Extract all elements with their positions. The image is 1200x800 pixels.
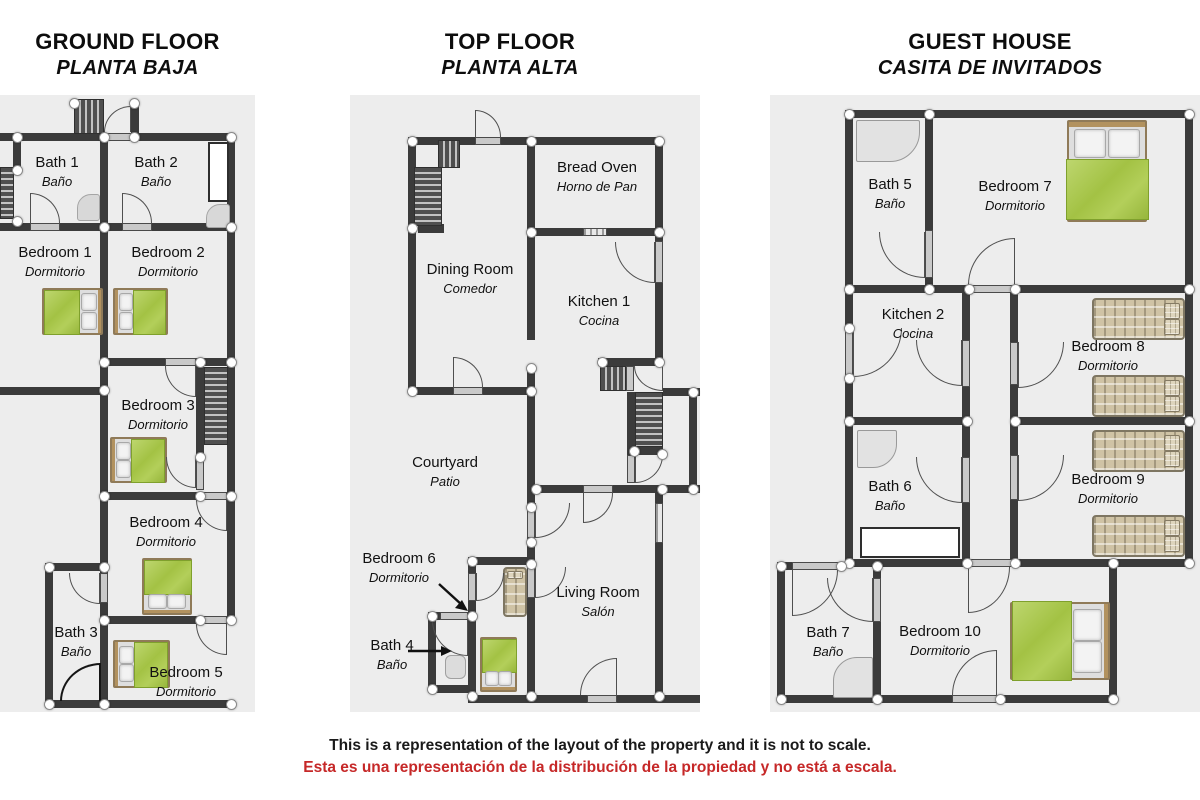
wall-node [1010,558,1021,569]
wall-node [526,386,537,397]
wall-node [44,562,55,573]
door-sill [962,457,970,503]
wall [1109,567,1117,703]
room-label-bath1 [12,153,102,191]
door-arc [475,110,501,137]
disclaimer-en: This is a representation of the layout of the property and it is not to scale. [329,737,871,754]
wall-node [99,699,110,710]
wall-node [407,386,418,397]
door-arc [879,232,925,278]
wall-node [962,558,973,569]
stairs [635,392,663,447]
room-label-courtyard [383,453,507,491]
shower [833,657,873,698]
room-name-es: Salón [581,604,615,619]
single-bed [1092,515,1185,557]
wall [689,388,697,493]
room-name-en: Bedroom 2 [131,244,205,261]
single-bed [503,567,527,617]
room-label-bedroom10 [878,622,1002,660]
door-sill [122,223,152,231]
room-name-es: Comedor [443,281,497,296]
wall [527,392,535,485]
wall-node [597,357,608,368]
wall-node [226,132,237,143]
room-name-es: Dormitorio [910,643,970,658]
shower [857,430,897,468]
wall [527,137,535,228]
wall [468,557,535,565]
room-label-bath2 [110,153,202,191]
room-name-es: Baño [874,196,906,211]
shower [856,120,920,162]
title-en: GROUND FLOOR [35,29,220,54]
stairs [438,140,460,168]
room-name-es: Dormitorio [128,417,188,432]
wall-node [964,284,975,295]
room-label-breadoven [535,158,659,196]
title-es: CASITA DE INVITADOS [877,57,1103,79]
room-name-es: Horno de Pan [556,179,638,194]
room-name-es: Cocina [578,313,620,328]
room-name-en: Bedroom 3 [121,397,195,414]
room-label-bedroom1 [0,243,110,281]
room-label-bath6 [848,477,932,515]
door-arc [30,193,60,223]
door-sill [453,387,483,395]
door-sill [527,567,535,598]
wall-node [1184,284,1195,295]
ground-floor-title [0,29,255,81]
wall-node [467,691,478,702]
wall-node [129,98,140,109]
wall-node [924,109,935,120]
wall [845,285,968,293]
door-sill [30,223,60,231]
wall [1185,110,1193,567]
wall [0,387,108,395]
wall [627,392,635,450]
wall-node [99,357,110,368]
room-label-bath3 [45,623,107,661]
door-sill [873,578,881,622]
room-name-es: Cocina [892,326,934,341]
room-name-es: Dormitorio [369,570,429,585]
door-sill [583,485,613,493]
wall-node [407,223,418,234]
room-name-en: Bath 1 [35,154,79,171]
room-label-bedroom4 [105,513,227,551]
room-label-bath7 [786,623,870,661]
wall-node [1184,558,1195,569]
bathtub [208,142,229,202]
wall [501,137,658,145]
wall [655,543,663,703]
wall-node [226,615,237,626]
room-name-es: Dormitorio [136,534,196,549]
door-arc [196,624,227,655]
wall-node [531,484,542,495]
top-floor-title [350,29,670,81]
wall [1015,285,1193,293]
wall-node [844,284,855,295]
wall-node [226,222,237,233]
wall-node [1010,284,1021,295]
wall-node [226,491,237,502]
wall [45,700,235,708]
window-sill [583,228,607,236]
wall-node [654,136,665,147]
door-arc [122,193,152,223]
title-es: PLANTA ALTA [441,57,579,79]
wall [845,110,1193,118]
room-name-en: Living Room [556,584,640,601]
room-label-bedroom3 [108,396,208,434]
wall-node [844,416,855,427]
wall [845,417,970,425]
room-name-es: Baño [812,644,844,659]
wall [527,598,535,697]
wall-node [1010,416,1021,427]
room-label-bedroom2 [112,243,224,281]
wall-node [1184,416,1195,427]
room-label-bedroom7 [953,177,1077,215]
door-sill [100,573,108,603]
room-label-kitchen1 [537,292,661,330]
double-bed [1067,120,1147,222]
room-name-en: Bedroom 4 [129,514,203,531]
door-sill [475,137,501,145]
room-name-en: Bedroom 5 [149,664,223,681]
wall-node [526,537,537,548]
wall-node [657,484,668,495]
door-sill [952,695,997,703]
room-label-bedroom6 [350,549,448,587]
wall-node [962,416,973,427]
wall-node [688,387,699,398]
room-name-es: Baño [874,498,906,513]
window-sill [655,503,663,543]
room-name-es: Baño [41,174,73,189]
title-en: TOP FLOOR [444,29,576,54]
wall-node [195,615,206,626]
room-name-en: Bedroom 6 [362,550,436,567]
room-name-en: Bedroom 10 [899,623,981,640]
wall-node [836,561,847,572]
wall [1015,559,1193,567]
wall-node [657,449,668,460]
wall [845,377,853,567]
double-bed [142,558,192,615]
door-sill [655,241,663,283]
wall [227,231,235,362]
door-sill [587,695,617,703]
wall-node [924,284,935,295]
room-name-es: Dormitorio [156,684,216,699]
wall-node [526,227,537,238]
room-name-en: Bedroom 8 [1071,338,1145,355]
room-name-es: Baño [376,657,408,672]
wall-node [427,684,438,695]
title-en: GUEST HOUSE [908,29,1072,54]
wall-node [872,561,883,572]
room-name-en: Bath 3 [54,624,98,641]
wall [1010,293,1018,342]
sink [77,194,100,221]
wall-node [99,222,110,233]
room-name-en: Kitchen 1 [567,293,631,310]
room-name-en: Kitchen 2 [881,306,945,323]
door-arc [476,573,504,601]
wall [845,110,853,328]
wall-node [99,491,110,502]
wall-node [195,491,206,502]
wall-node [776,561,787,572]
door-sill [165,358,196,366]
wall-node [654,357,665,368]
door-sill [1010,455,1018,500]
title-es: PLANTA BAJA [56,57,199,79]
wall [100,492,196,500]
wall-node [195,452,206,463]
door-sill [627,455,635,483]
door-arc [166,457,196,488]
wall-node [99,562,110,573]
bath4-arrow [406,644,454,658]
room-name-en: Bread Oven [556,159,638,176]
room-label-bedroom9 [1046,470,1170,508]
top-floor-panel [350,95,700,712]
double-bed [42,288,103,335]
wall-node [526,691,537,702]
room-name-es: Dormitorio [138,264,198,279]
door-arc [827,578,873,622]
wall [607,228,658,236]
ground-floor-panel [0,95,255,712]
room-label-living [536,583,660,621]
wall-node [1108,694,1119,705]
wall-node [99,132,110,143]
door-sill [968,559,1015,567]
room-name-es: Dormitorio [1078,358,1138,373]
toilet [445,655,466,679]
room-name-es: Dormitorio [25,264,85,279]
stairs [414,167,442,226]
room-name-en: Bath 6 [868,478,912,495]
room-name-es: Patio [430,474,460,489]
wall [845,559,968,567]
room-label-bedroom5 [125,663,247,701]
room-name-en: Dining Room [426,261,514,278]
room-name-en: Bedroom 7 [978,178,1052,195]
wall-node [99,385,110,396]
wall-node [654,227,665,238]
guest-house-panel [770,95,1200,712]
wall [100,362,108,493]
door-sill [1010,342,1018,385]
disclaimer [0,735,1200,779]
wall [962,425,970,457]
wall [1010,417,1193,425]
room-label-kitchen2 [851,305,975,343]
room-name-es: Baño [60,644,92,659]
single-bed [1092,298,1185,340]
door-arc [583,493,613,523]
double-bed [110,437,167,483]
door-arc [535,503,570,538]
wall-node [776,694,787,705]
door-arc [968,238,1015,285]
door-arc [104,106,131,132]
wall-node [526,136,537,147]
room-name-en: Bath 4 [370,637,414,654]
wall-node [995,694,1006,705]
single-bed [480,637,517,692]
door-sill [968,285,1015,293]
wall-node [12,132,23,143]
door-sill [626,366,634,391]
single-bed [1092,430,1185,472]
room-name-en: Bath 5 [868,176,912,193]
door-arc [453,357,483,387]
wall-node [44,699,55,710]
door-arc [60,663,101,701]
wall-node [226,357,237,368]
room-name-en: Bedroom 9 [1071,471,1145,488]
door-arc [69,573,100,604]
guest-house-title [790,29,1190,81]
wall [537,485,583,493]
wall-node [526,363,537,374]
wall [777,695,1117,703]
door-arc [615,242,655,283]
wall-node [467,556,478,567]
door-arc [916,340,962,386]
double-bed [1010,602,1110,680]
wall-node [1184,109,1195,120]
wall [60,223,122,231]
disclaimer-es: Esta es una representación de la distribución de la propiedad y no está a escala. [303,759,897,776]
wall-node [69,98,80,109]
wall-node [526,559,537,570]
wall-node [654,691,665,702]
double-bed [113,288,168,335]
door-sill [792,562,838,570]
door-arc [580,658,617,695]
door-arc [968,567,1010,613]
room-label-bath5 [850,175,930,213]
wall-node [844,373,855,384]
wall-node [129,132,140,143]
wall-node [195,357,206,368]
wall-node [1108,558,1119,569]
wall [777,562,785,703]
room-name-en: Courtyard [412,454,478,471]
room-name-en: Bath 2 [134,154,178,171]
door-arc [165,366,196,397]
single-bed [1092,375,1185,417]
door-sill [925,230,933,278]
room-name-es: Dormitorio [1078,491,1138,506]
wall-node [844,109,855,120]
bedroom6-arrow [436,581,474,617]
wall-node [12,216,23,227]
wall-node [629,446,640,457]
room-label-bedroom8 [1046,337,1170,375]
wall [1010,500,1018,567]
wall-node [872,694,883,705]
room-name-es: Baño [140,174,172,189]
door-arc [634,366,663,391]
room-label-dining [408,260,532,298]
wall-node [526,502,537,513]
door-sill [962,340,970,387]
wall-node [407,136,418,147]
bathtub [860,527,960,558]
stairs [600,366,626,391]
wall [100,616,196,624]
room-name-en: Bedroom 1 [18,244,92,261]
room-name-es: Dormitorio [985,198,1045,213]
wall-node [688,484,699,495]
room-name-en: Bath 7 [806,624,850,641]
